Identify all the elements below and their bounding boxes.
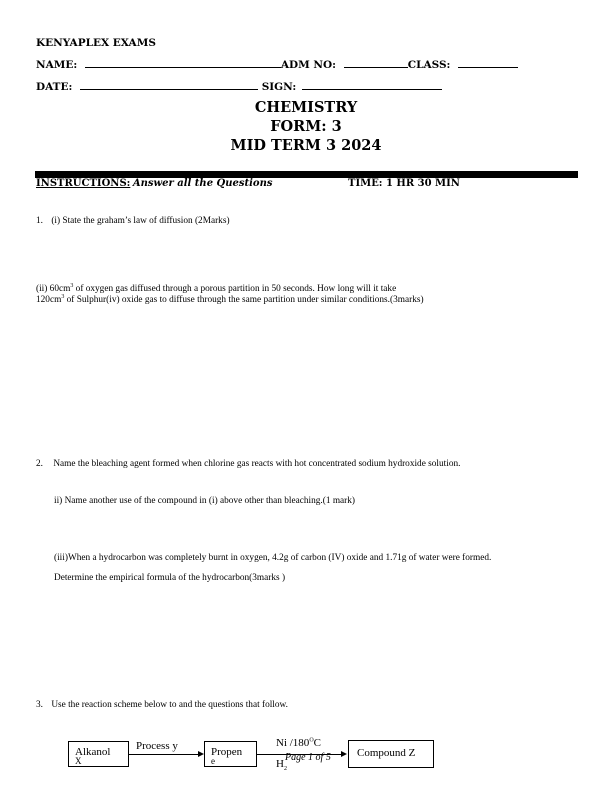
term-title: MID TERM 3 2024 <box>230 137 382 154</box>
divider-bar <box>35 171 578 178</box>
alkanol-box <box>68 741 129 767</box>
class-label: CLASS: <box>407 59 451 71</box>
exam-time: TIME: 1 HR 30 MIN <box>348 178 460 189</box>
sign-field[interactable] <box>302 80 442 90</box>
compound-z-box <box>348 740 434 768</box>
question-3-number: 3. <box>36 700 43 710</box>
question-2-number: 2. <box>36 459 43 469</box>
compound-z-label: Compound Z <box>357 747 416 759</box>
q1-ii-text-a: (ii) 60cm <box>36 284 71 294</box>
hydrogen-text: H <box>276 758 284 770</box>
propene-label: Propen <box>211 746 243 758</box>
adm-label: ADM NO: <box>280 59 337 71</box>
arrowhead-icon <box>341 751 347 757</box>
celsius-unit: C <box>313 737 321 749</box>
question-1-part-ii-line1 <box>36 284 396 294</box>
question-1-part-i <box>36 216 230 226</box>
arrow-process-y <box>129 754 198 755</box>
name-label: NAME: <box>36 59 78 71</box>
process-y-label: Process y <box>136 740 178 752</box>
degree-superscript: O <box>309 737 314 744</box>
catalyst-label <box>276 737 321 749</box>
date-label: DATE: <box>36 81 73 93</box>
propene-overflow: e <box>211 756 215 766</box>
form-title: FORM: 3 <box>270 118 342 135</box>
subject-title: CHEMISTRY <box>254 99 358 116</box>
cubic-superscript: 3 <box>70 282 74 289</box>
page-number: Page 1 of 5 <box>285 752 331 763</box>
alkanol-overflow: X <box>75 756 82 766</box>
question-2-part-i-text: Name the bleaching agent formed when chlorine gas reacts with hot concentrated sodium hydroxide solution. <box>53 459 461 469</box>
date-field[interactable] <box>80 80 258 90</box>
question-1-part-ii-line2 <box>36 295 424 305</box>
q1-ii-text-b: of oxygen gas diffused through a porous partition in 50 seconds. How long will it take <box>73 284 397 294</box>
date-row <box>36 80 442 93</box>
alkanol-label: Alkanol <box>75 746 111 758</box>
instructions <box>36 178 273 189</box>
name-field[interactable] <box>85 58 281 68</box>
question-2-part-i <box>36 459 460 469</box>
catalyst-text: Ni /180 <box>276 737 310 749</box>
class-field[interactable] <box>458 58 518 68</box>
cubic-superscript: 3 <box>61 293 65 300</box>
q1-ii-text-d: of Sulphur(iv) oxide gas to diffuse through the same partition under similar conditions.(3marks) <box>64 295 424 305</box>
question-2-part-ii: ii) Name another use of the compound in (i) above other than bleaching.(1 mark) <box>54 496 356 506</box>
adm-field[interactable] <box>344 58 408 68</box>
hydrogen-subscript: 2 <box>283 766 287 773</box>
q1-ii-text-c: 120cm <box>36 295 62 305</box>
sign-label: SIGN: <box>261 81 297 93</box>
instructions-text: Answer all the Questions <box>132 178 273 189</box>
question-1-number: 1. <box>36 216 43 226</box>
question-2-part-iii-line2: Determine the empirical formula of the hydrocarbon(3marks ) <box>54 573 286 583</box>
question-2-part-iii-line1: (iii)When a hydrocarbon was completely burnt in oxygen, 4.2g of carbon (IV) oxide and 1.71g of water were formed. <box>54 553 492 563</box>
school-name: KENYAPLEX EXAMS <box>36 37 156 49</box>
question-1-part-i-text: (i) State the graham’s law of diffusion (2Marks) <box>51 216 230 226</box>
propene-box <box>204 741 257 767</box>
question-3 <box>36 700 288 710</box>
question-3-text: Use the reaction scheme below to and the questions that follow. <box>51 700 288 710</box>
instructions-label: INSTRUCTIONS: <box>36 178 131 189</box>
name-row <box>36 58 518 71</box>
